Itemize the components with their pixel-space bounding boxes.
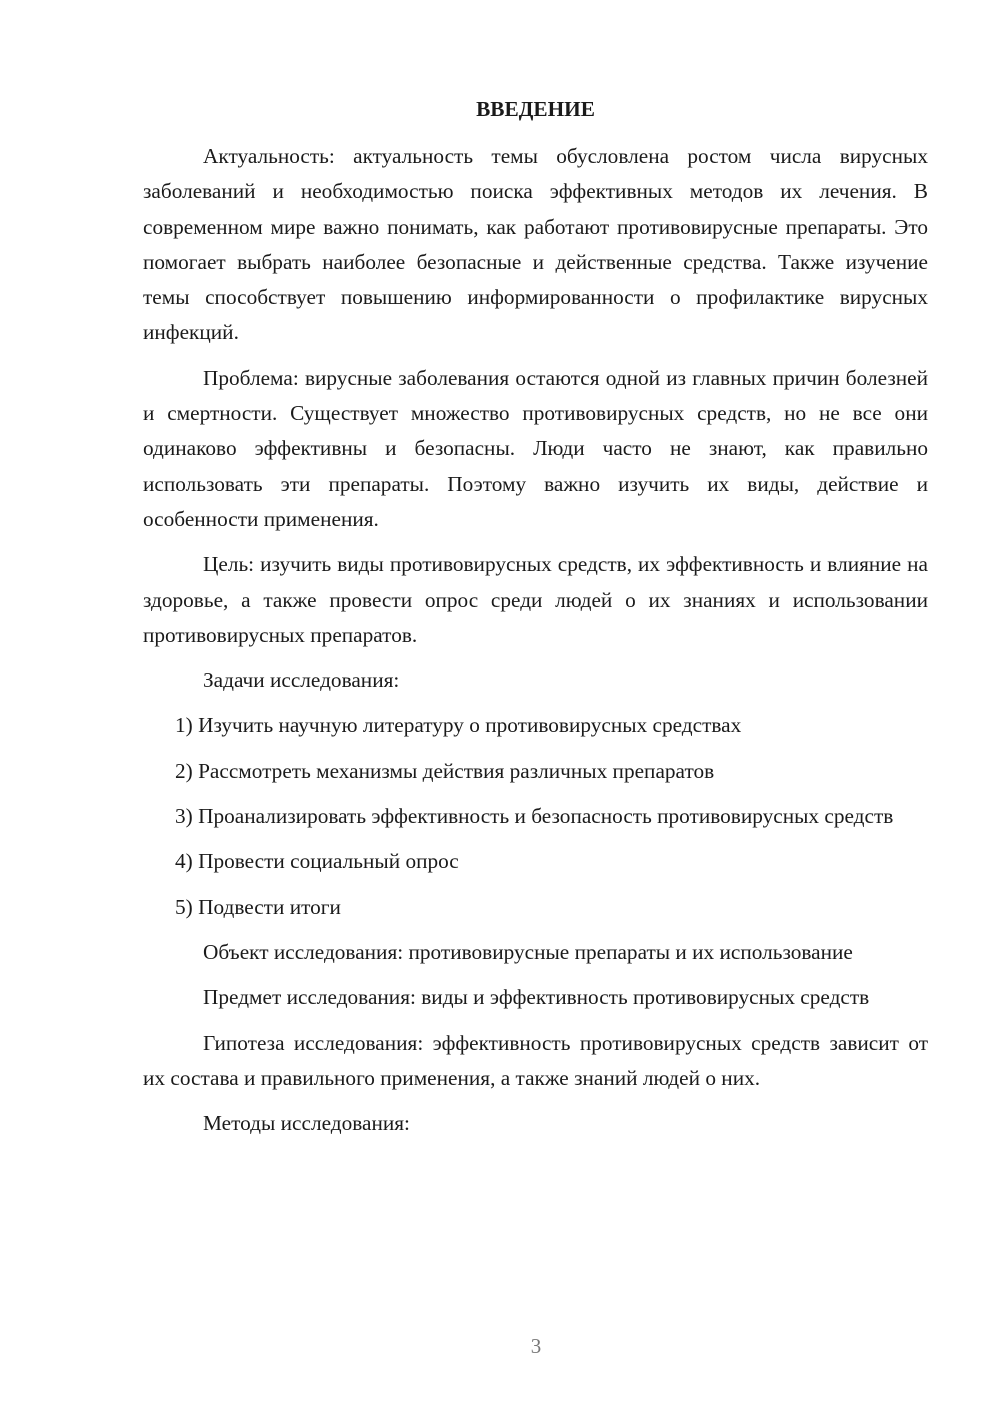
page-content [143,92,928,1151]
tasks-heading: Задачи исследования: [203,668,400,693]
page-number: 3 [530,1334,542,1358]
subject-paragraph: Предмет исследования: виды и эффективность противовирусных средств [203,985,870,1010]
task-item-5: 5) Подвести итоги [175,894,341,919]
task-item-4: 4) Провести социальный опрос [175,849,459,874]
hypothesis-paragraph: Гипотеза исследования: эффективность противовирусных средств зависит от их состава и правильного применения, а также знаний людей о них. [143,1030,928,1090]
object-paragraph: Объект исследования: противовирусные препараты и их использование [203,939,853,964]
methods-heading: Методы исследования: [203,1111,410,1136]
goal-paragraph: Цель: изучить виды противовирусных средств, их эффективность и влияние на здоровье, а также провести опрос среди людей о их знаниях и использовании противовирусных препаратов. [143,552,928,647]
task-item-2: 2) Рассмотреть механизмы действия различных препаратов [175,758,715,783]
task-item-1: 1) Изучить научную литературу о противовирусных средствах [175,713,742,738]
task-item-3: 3) Проанализировать эффективность и безопасность противовирусных средств [175,804,894,829]
problem-paragraph: Проблема: вирусные заболевания остаются одной из главных причин болезней и смертности. Существует множество противовирусных средств, но не все они одинаково эффективны и безопасны. Люди часто не знают, как правильно использовать эти препараты. Поэтому важно изучить их виды, действие и особенности применения. [143,365,928,531]
relevance-paragraph: Актуальность: актуальность темы обусловлена ростом числа вирусных заболеваний и необходимостью поиска эффективных методов их лечения. В современном мире важно понимать, как работают противовирусные препараты. Это помогает выбрать наиболее безопасные и действенные средства. Также изучение темы способствует повышению информированности о профилактике вирусных инфекций. [143,144,928,345]
page-title: ВВЕДЕНИЕ [476,97,595,121]
